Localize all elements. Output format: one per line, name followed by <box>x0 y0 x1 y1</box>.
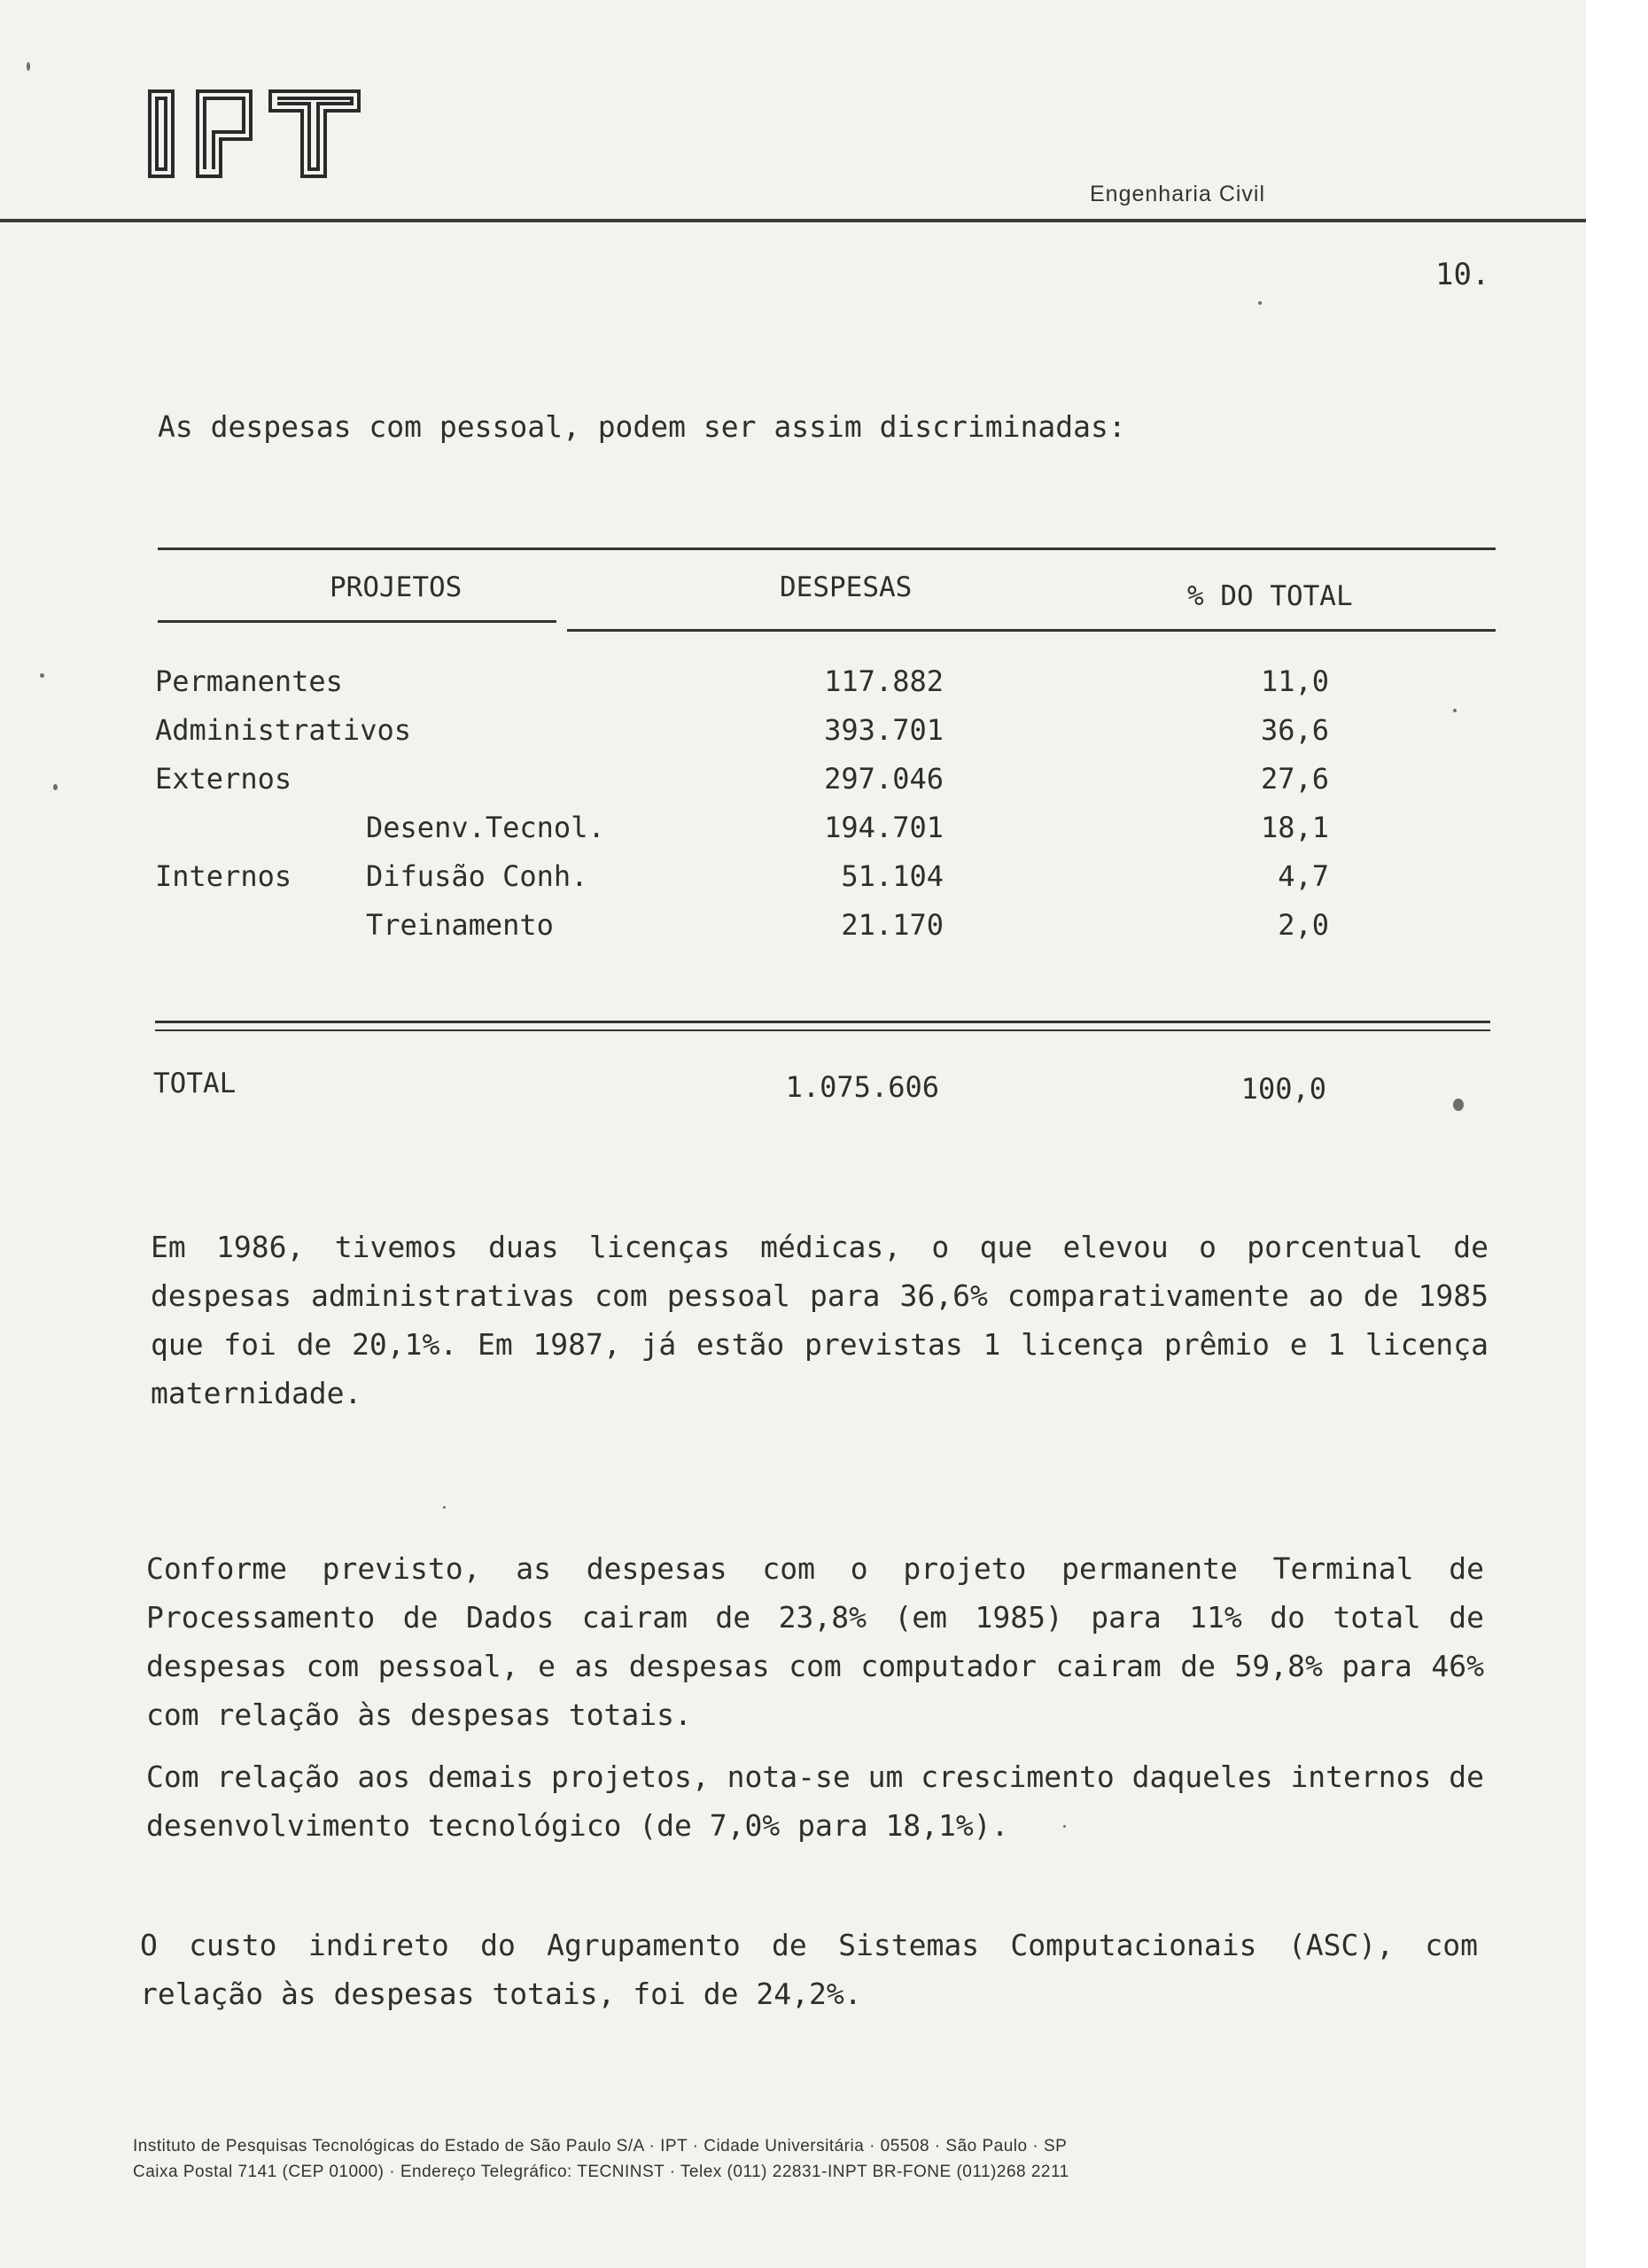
row-group: Permanentes <box>155 664 343 698</box>
speck <box>1063 1825 1066 1828</box>
table-top-rule <box>158 548 1496 550</box>
table-bottom-rule-double <box>155 1029 1490 1031</box>
row-value: 117.882 <box>824 664 944 698</box>
row-value: 51.104 <box>841 859 944 893</box>
table-row <box>0 908 1586 952</box>
page-number: 10. <box>1435 257 1490 292</box>
ipt-logo-mark <box>146 84 363 182</box>
total-label: TOTAL <box>153 1068 237 1099</box>
row-group: Externos <box>155 762 292 796</box>
row-sub: Difusão Conh. <box>366 859 588 893</box>
header-pct-total: % DO TOTAL <box>1187 580 1353 612</box>
speck <box>1258 301 1262 305</box>
row-pct: 36,6 <box>1260 713 1329 747</box>
header-underline-right <box>567 629 1496 632</box>
row-sub: Treinamento <box>366 908 554 942</box>
total-pct: 100,0 <box>1240 1072 1326 1106</box>
footer-contact-line: Caixa Postal 7141 (CEP 01000) · Endereço Telegráfico: TECNINST · Telex (011) 22831-INPT BR-FONE (011)268 2211 <box>133 2163 1069 2181</box>
header-divider <box>0 219 1586 222</box>
row-pct: 4,7 <box>1278 859 1329 893</box>
table-row <box>0 664 1586 709</box>
speck <box>1453 709 1457 712</box>
intro-sentence: As despesas com pessoal, podem ser assim discriminadas: <box>158 409 1126 444</box>
paragraph-licencas: Em 1986, tivemos duas licenças médicas, o que elevou o porcentual de despesas administrativas com pessoal para 36,6% comparativamente ao de 1985 que foi de 20,1%. Em 1987, já estão previstas 1 licença prêmio e 1 licença maternidade. <box>151 1230 1489 1410</box>
paragraph-demais-projetos: Com relação aos demais projetos, nota-se um crescimento daqueles internos de desenvolvimento tecnológico (de 7,0% para 18,1%). <box>146 1759 1484 1843</box>
row-group: Administrativos <box>155 713 411 747</box>
speck <box>443 1506 446 1509</box>
speck <box>40 673 44 678</box>
row-value: 297.046 <box>824 762 944 796</box>
row-pct: 11,0 <box>1260 664 1329 698</box>
table-row <box>0 713 1586 757</box>
table-row <box>0 762 1586 806</box>
row-group: Internos <box>155 859 292 893</box>
speck <box>1453 1099 1464 1111</box>
total-value: 1.075.606 <box>785 1070 939 1104</box>
row-pct: 2,0 <box>1278 908 1329 942</box>
paragraph-processamento: Conforme previsto, as despesas com o projeto permanente Terminal de Processamento de Dados cairam de 23,8% (em 1985) para 11% do total de despesas com pessoal, e as despesas com computador cairam de 59,8% para 46% com relação às despesas totais. <box>146 1551 1484 1732</box>
footer-address-line: Instituto de Pesquisas Tecnológicas do Estado de São Paulo S/A · IPT · Cidade Universitária · 05508 · São Paulo · SP <box>133 2137 1068 2155</box>
scan-margin <box>1586 0 1648 2268</box>
ipt-logo <box>146 84 363 182</box>
row-pct: 27,6 <box>1260 762 1329 796</box>
paragraph-custo-indireto: O custo indireto do Agrupamento de Sistemas Computacionais (ASC), com relação às despesas totais, foi de 24,2%. <box>140 1928 1478 2011</box>
header-despesas: DESPESAS <box>780 571 913 603</box>
table-row <box>0 859 1586 904</box>
row-value: 194.701 <box>824 811 944 844</box>
row-value: 393.701 <box>824 713 944 747</box>
speck <box>53 784 58 790</box>
header-projetos: PROJETOS <box>330 571 463 603</box>
speck <box>27 62 30 71</box>
table-bottom-rule <box>155 1021 1490 1023</box>
header-underline-left <box>158 620 556 623</box>
row-sub: Desenv.Tecnol. <box>366 811 605 844</box>
department-name: Engenharia Civil <box>1090 182 1266 206</box>
row-value: 21.170 <box>841 908 944 942</box>
footer <box>133 2133 1069 2185</box>
row-pct: 18,1 <box>1260 811 1329 844</box>
table-row <box>0 811 1586 855</box>
